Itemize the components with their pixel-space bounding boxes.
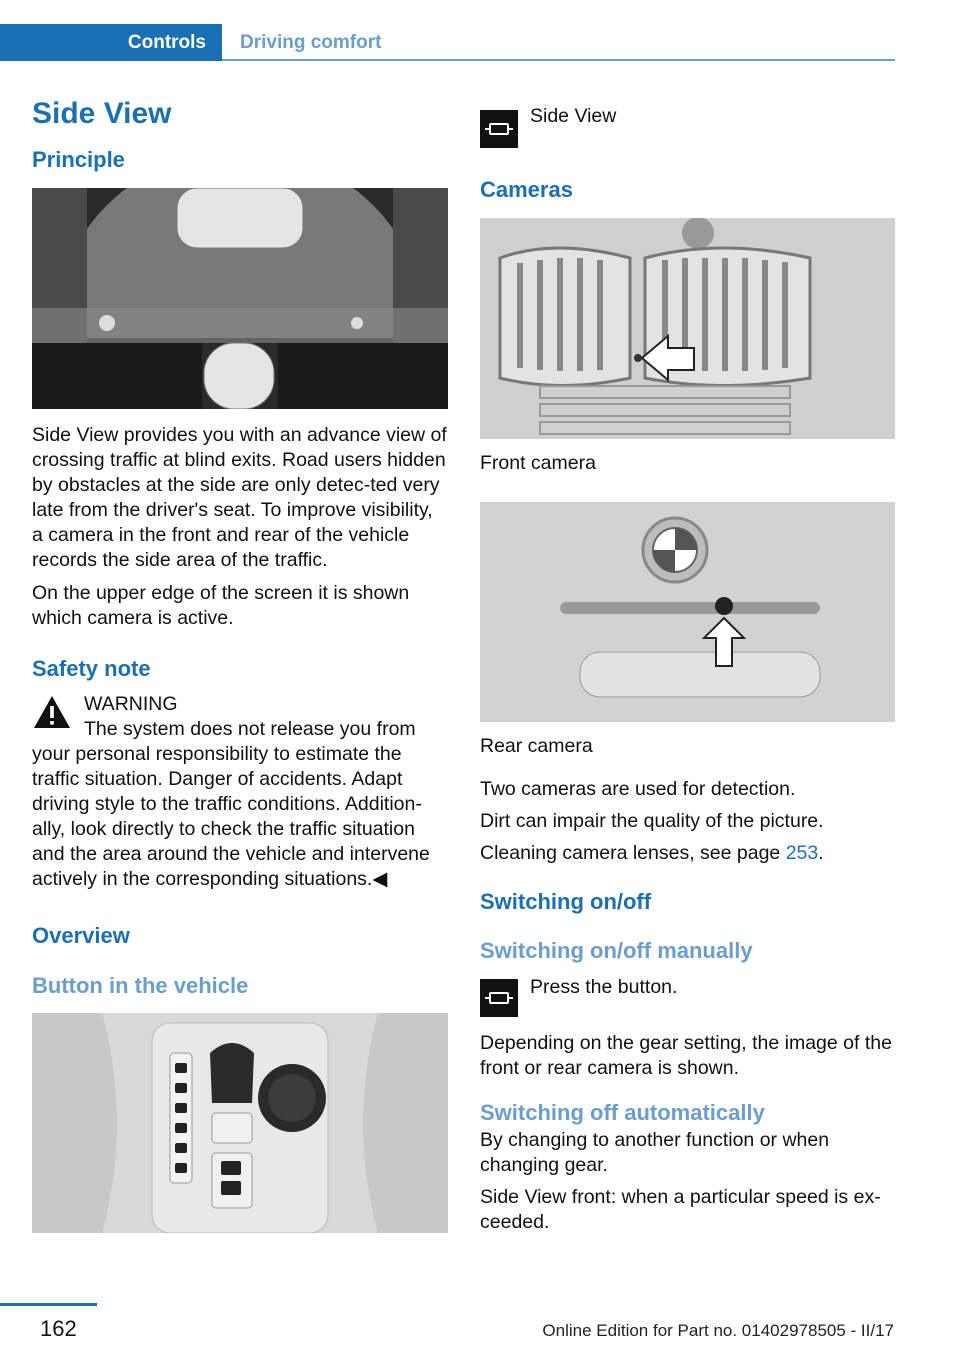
dirt-text: Dirt can impair the quality of the picture. bbox=[480, 809, 824, 832]
cameras-heading: Cameras bbox=[480, 177, 573, 202]
cleaning-text-label: Cleaning camera lenses, see page bbox=[480, 841, 786, 864]
switching-manually-heading: Switching on/off manually bbox=[480, 938, 753, 963]
side-view-button-label: Side View bbox=[530, 105, 617, 127]
center-console-image bbox=[32, 1013, 448, 1233]
front-camera-caption: Front camera bbox=[480, 451, 596, 474]
side-view-diagram-svg bbox=[32, 188, 448, 409]
switching-heading: Switching on/off bbox=[480, 888, 652, 914]
button-in-vehicle-heading: Button in the vehicle bbox=[32, 972, 249, 998]
principle-paragraph-2: On the upper edge of the screen it is shown which camera is active. bbox=[32, 581, 410, 629]
header-divider bbox=[222, 59, 895, 61]
page-title: Side View bbox=[32, 97, 172, 130]
front-camera-svg bbox=[480, 218, 895, 439]
page-253-link[interactable]: 253 bbox=[785, 841, 819, 864]
warning-text-rest: your personal responsibility to estimate the traffic situation. Danger of accidents. Adapt driving style to the traffic conditions. Addition‐ally, look directly to check the traffic situation and the area around the vehicle and intervene actively in the corresponding situations.◀ bbox=[32, 743, 430, 890]
side-view-camera-icon bbox=[480, 110, 518, 148]
principle-paragraph-1: Side View provides you with an advance view of crossing traffic at blind exits. Road users hidden by obstacles at the side are only detec‐ted very late from the driver's seat. To improve visibility, a camera in the front and rear of the vehicle records the side area of the traffic. bbox=[32, 423, 447, 571]
rear-camera-caption: Rear camera bbox=[480, 734, 593, 757]
warning-triangle-icon bbox=[32, 694, 72, 730]
right-column bbox=[480, 96, 895, 1235]
edition-text: Online Edition for Part no. 01402978505 - II/17 bbox=[542, 1321, 894, 1340]
side-view-camera-icon-2 bbox=[480, 979, 518, 1017]
front-camera-image bbox=[480, 218, 895, 439]
cleaning-text bbox=[480, 841, 895, 866]
tab-controls[interactable] bbox=[0, 24, 222, 61]
overview-heading: Overview bbox=[32, 923, 130, 948]
press-button-row bbox=[480, 971, 895, 1023]
page-number: 162 bbox=[40, 1316, 77, 1341]
tab-controls-label: Controls bbox=[127, 31, 206, 53]
side-view-diagram bbox=[32, 188, 448, 409]
rear-camera-svg bbox=[480, 502, 895, 722]
header-bar bbox=[0, 24, 895, 61]
safety-note-heading: Safety note bbox=[32, 655, 151, 681]
warning-label: WARNING bbox=[84, 693, 178, 715]
left-column bbox=[32, 96, 448, 1233]
footer-divider bbox=[0, 1303, 97, 1306]
warning-text-first: The system does not release you from bbox=[84, 718, 416, 740]
press-button-text: Press the button. bbox=[530, 975, 678, 998]
warning-block bbox=[32, 692, 448, 892]
rear-camera-image bbox=[480, 502, 895, 722]
cleaning-text-end: . bbox=[818, 841, 824, 864]
tab-driving-comfort[interactable]: Driving comfort bbox=[240, 32, 382, 53]
gear-setting-text: Depending on the gear setting, the image of the front or rear camera is shown. bbox=[480, 1031, 892, 1079]
speed-exceeded-text: Side View front: when a particular speed is ex‐ceeded. bbox=[480, 1186, 881, 1233]
center-console-svg bbox=[32, 1013, 448, 1233]
changing-function-text: By changing to another function or when changing gear. bbox=[480, 1129, 830, 1176]
side-view-button-row bbox=[480, 96, 895, 150]
two-cameras-text: Two cameras are used for detection. bbox=[480, 777, 796, 800]
switching-off-auto-heading: Switching off automatically bbox=[480, 1099, 765, 1125]
principle-heading: Principle bbox=[32, 147, 125, 172]
